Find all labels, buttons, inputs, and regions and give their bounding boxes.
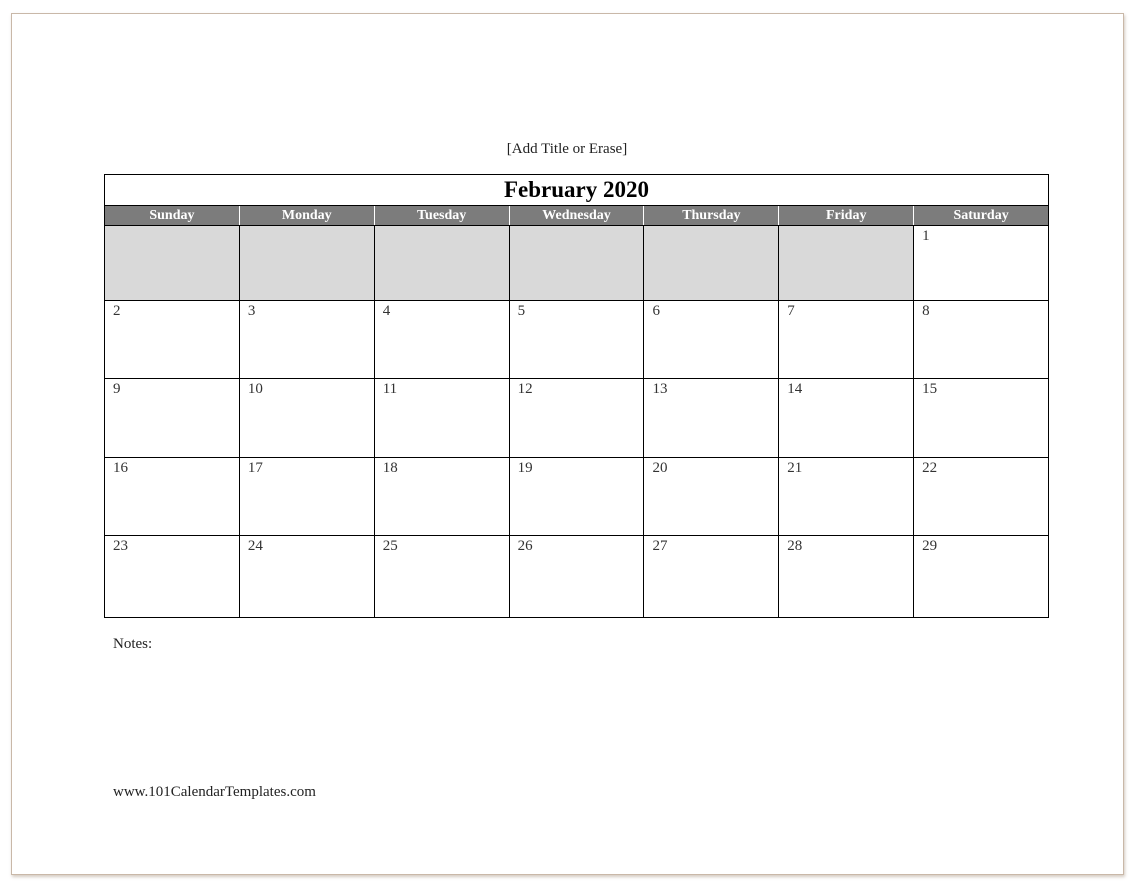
day-cell[interactable] <box>374 536 509 617</box>
day-number: 21 <box>787 460 803 476</box>
footer-url[interactable]: www.101CalendarTemplates.com <box>113 784 316 800</box>
day-number: 7 <box>787 303 795 319</box>
day-number: 14 <box>787 381 803 397</box>
calendar-grid <box>105 226 1048 617</box>
day-number: 4 <box>382 303 391 319</box>
day-cell[interactable] <box>643 458 778 535</box>
day-number: 20 <box>652 460 668 476</box>
day-cell[interactable] <box>374 458 509 535</box>
day-cell[interactable] <box>913 536 1048 617</box>
day-cell[interactable] <box>778 536 913 617</box>
day-number: 19 <box>517 460 533 476</box>
day-number: 6 <box>652 303 660 319</box>
empty-day-cell[interactable] <box>374 226 509 300</box>
calendar-table <box>104 174 1049 618</box>
day-number: 3 <box>247 303 256 319</box>
day-cell[interactable] <box>239 536 374 617</box>
empty-day-cell[interactable] <box>105 226 239 300</box>
day-cell[interactable] <box>643 301 778 378</box>
day-number: 8 <box>922 303 930 319</box>
day-cell[interactable] <box>105 536 239 617</box>
day-cell[interactable] <box>509 301 644 378</box>
week-row <box>105 536 1048 617</box>
day-number: 2 <box>113 303 121 319</box>
day-cell[interactable] <box>913 458 1048 535</box>
day-number: 18 <box>382 460 398 476</box>
week-row <box>105 458 1048 536</box>
weekday-header-sunday: Sunday <box>149 208 195 223</box>
day-number: 5 <box>517 303 526 319</box>
weekday-header-monday: Monday <box>239 206 374 225</box>
day-number: 25 <box>382 538 398 554</box>
weekday-header-friday: Friday <box>778 206 913 225</box>
day-number: 10 <box>247 381 263 397</box>
weekday-header-saturday: Saturday <box>913 206 1048 225</box>
day-number: 27 <box>652 538 668 554</box>
day-cell[interactable] <box>509 458 644 535</box>
day-cell[interactable] <box>778 301 913 378</box>
day-number: 13 <box>652 381 668 397</box>
day-number: 28 <box>787 538 803 554</box>
day-cell[interactable] <box>643 536 778 617</box>
week-row <box>105 301 1048 379</box>
day-cell[interactable] <box>105 301 239 378</box>
day-cell[interactable] <box>105 458 239 535</box>
empty-day-cell[interactable] <box>509 226 644 300</box>
day-cell[interactable] <box>509 536 644 617</box>
day-number: 16 <box>113 460 128 476</box>
day-cell[interactable] <box>913 301 1048 378</box>
empty-day-cell[interactable] <box>778 226 913 300</box>
day-cell[interactable] <box>105 379 239 457</box>
day-cell[interactable] <box>239 379 374 457</box>
weekday-header-wednesday: Wednesday <box>509 206 644 225</box>
day-number: 11 <box>382 381 398 397</box>
document-title[interactable]: [Add Title or Erase] <box>506 141 628 157</box>
day-number: 29 <box>922 538 938 554</box>
day-number: 9 <box>113 381 121 397</box>
day-number: 15 <box>922 381 938 397</box>
day-cell[interactable] <box>913 226 1048 300</box>
weekday-header-thursday: Thursday <box>643 206 778 225</box>
day-number: 26 <box>517 538 533 554</box>
week-row <box>105 379 1048 458</box>
day-number: 12 <box>517 381 533 397</box>
day-number: 17 <box>247 460 263 476</box>
day-cell[interactable] <box>374 379 509 457</box>
day-number: 1 <box>922 228 930 244</box>
notes-label: Notes: <box>113 636 153 652</box>
day-number: 23 <box>113 538 128 554</box>
empty-day-cell[interactable] <box>239 226 374 300</box>
day-cell[interactable] <box>239 301 374 378</box>
weekday-header-row <box>105 206 1048 226</box>
day-cell[interactable] <box>374 301 509 378</box>
week-row <box>105 226 1048 301</box>
weekday-header-tuesday: Tuesday <box>374 206 509 225</box>
day-number: 22 <box>922 460 938 476</box>
day-cell[interactable] <box>239 458 374 535</box>
day-cell[interactable] <box>643 379 778 457</box>
month-title: February 2020 <box>105 175 1048 206</box>
day-cell[interactable] <box>778 379 913 457</box>
day-number: 24 <box>247 538 263 554</box>
day-cell[interactable] <box>913 379 1048 457</box>
empty-day-cell[interactable] <box>643 226 778 300</box>
day-cell[interactable] <box>778 458 913 535</box>
day-cell[interactable] <box>509 379 644 457</box>
